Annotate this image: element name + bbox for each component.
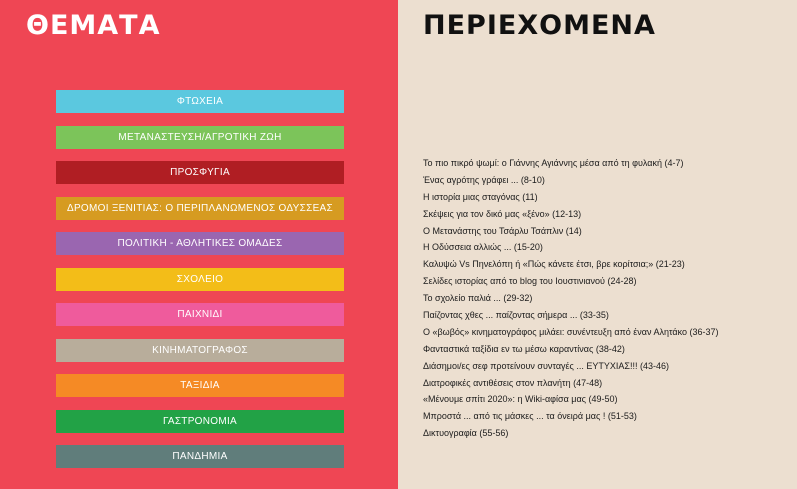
topic-play[interactable]: ΠΑΙΧΝΙΔΙ — [56, 303, 344, 326]
contents-item[interactable]: Σελίδες ιστορίας από το blog του Ιουστινιανού (24-28) — [423, 276, 637, 287]
contents-list — [423, 155, 793, 442]
topic-school[interactable]: ΣΧΟΛΕΙΟ — [56, 268, 344, 291]
topics-list — [56, 90, 344, 481]
contents-item[interactable]: Δικτυογραφία (55-56) — [423, 428, 509, 439]
topic-migration-rural-life[interactable]: ΜΕΤΑΝΑΣΤΕΥΣΗ/ΑΓΡΟΤΙΚΗ ΖΩΗ — [56, 126, 344, 149]
contents-item[interactable]: Η ιστορία μιας σταγόνας (11) — [423, 191, 538, 202]
contents-item[interactable]: Ο «βωβός» κινηματογράφος μιλάει: συνέντευξη από έναν Αλητάκο (36-37) — [423, 326, 719, 337]
topic-roads-of-exile[interactable]: ΔΡΟΜΟΙ ΞΕΝΙΤΙΑΣ: Ο ΠΕΡΙΠΛΑΝΩΜΕΝΟΣ ΟΔΥΣΣΕΑΣ — [56, 197, 344, 220]
topic-cinema[interactable]: ΚΙΝΗΜΑΤΟΓΡΑΦΟΣ — [56, 339, 344, 362]
contents-item[interactable]: Καλυψώ Vs Πηνελόπη ή «Πώς κάνετε έτσι, βρε κορίτσια;» (21-23) — [423, 259, 685, 270]
topic-gastronomy[interactable]: ΓΑΣΤΡΟΝΟΜΙΑ — [56, 410, 344, 433]
contents-item[interactable]: Σκέψεις για τον δικό μας «ξένο» (12-13) — [423, 208, 582, 219]
contents-item[interactable]: Το σχολείο παλιά ... (29-32) — [423, 293, 533, 304]
contents-title: ΠΕΡΙΕΧΟΜΕΝΑ — [423, 10, 656, 41]
topic-povery[interactable]: ΦΤΩΧΕΙΑ — [56, 90, 344, 113]
contents-item[interactable]: Διατροφικές αντιθέσεις στον πλανήτη (47-48) — [423, 377, 603, 388]
contents-item[interactable]: Μπροστά ... από τις μάσκες ... τα όνειρά μας ! (51-53) — [423, 411, 637, 422]
contents-item[interactable]: Φανταστικά ταξίδια εν τω μέσω καραντίνας (38-42) — [423, 343, 625, 354]
contents-item[interactable]: Παίζοντας χθες ... παίζοντας σήμερα ... (33-35) — [423, 310, 609, 321]
contents-item[interactable]: Διάσημοι/ες σεφ προτείνουν συνταγές ... ΕΥΤΥΧΙΑΣ!!! (43-46) — [423, 360, 669, 371]
contents-item[interactable]: Ο Μετανάστης του Τσάρλυ Τσάπλιν (14) — [423, 225, 582, 236]
contents-item[interactable]: Η Οδύσσεια αλλιώς ... (15-20) — [423, 242, 543, 253]
topic-pandemic[interactable]: ΠΑΝΔΗΜΙΑ — [56, 445, 344, 468]
topic-refugees[interactable]: ΠΡΟΣΦΥΓΙΑ — [56, 161, 344, 184]
contents-item[interactable]: «Μένουμε σπίτι 2020»: η Wiki-αφίσα μας (49-50) — [423, 394, 618, 405]
contents-item[interactable]: Ένας αγρότης γράφει ... (8-10) — [423, 174, 545, 185]
topic-politics-sports[interactable]: ΠΟΛΙΤΙΚΗ - ΑΘΛΗΤΙΚΕΣ ΟΜΑΔΕΣ — [56, 232, 344, 255]
topic-travel[interactable]: ΤΑΞΙΔΙΑ — [56, 374, 344, 397]
topics-title: ΘΕΜΑΤΑ — [26, 10, 161, 41]
contents-item[interactable]: Το πιο πικρό ψωμί: ο Γιάννης Αγιάννης μέσα από τη φυλακή (4-7) — [423, 158, 684, 168]
